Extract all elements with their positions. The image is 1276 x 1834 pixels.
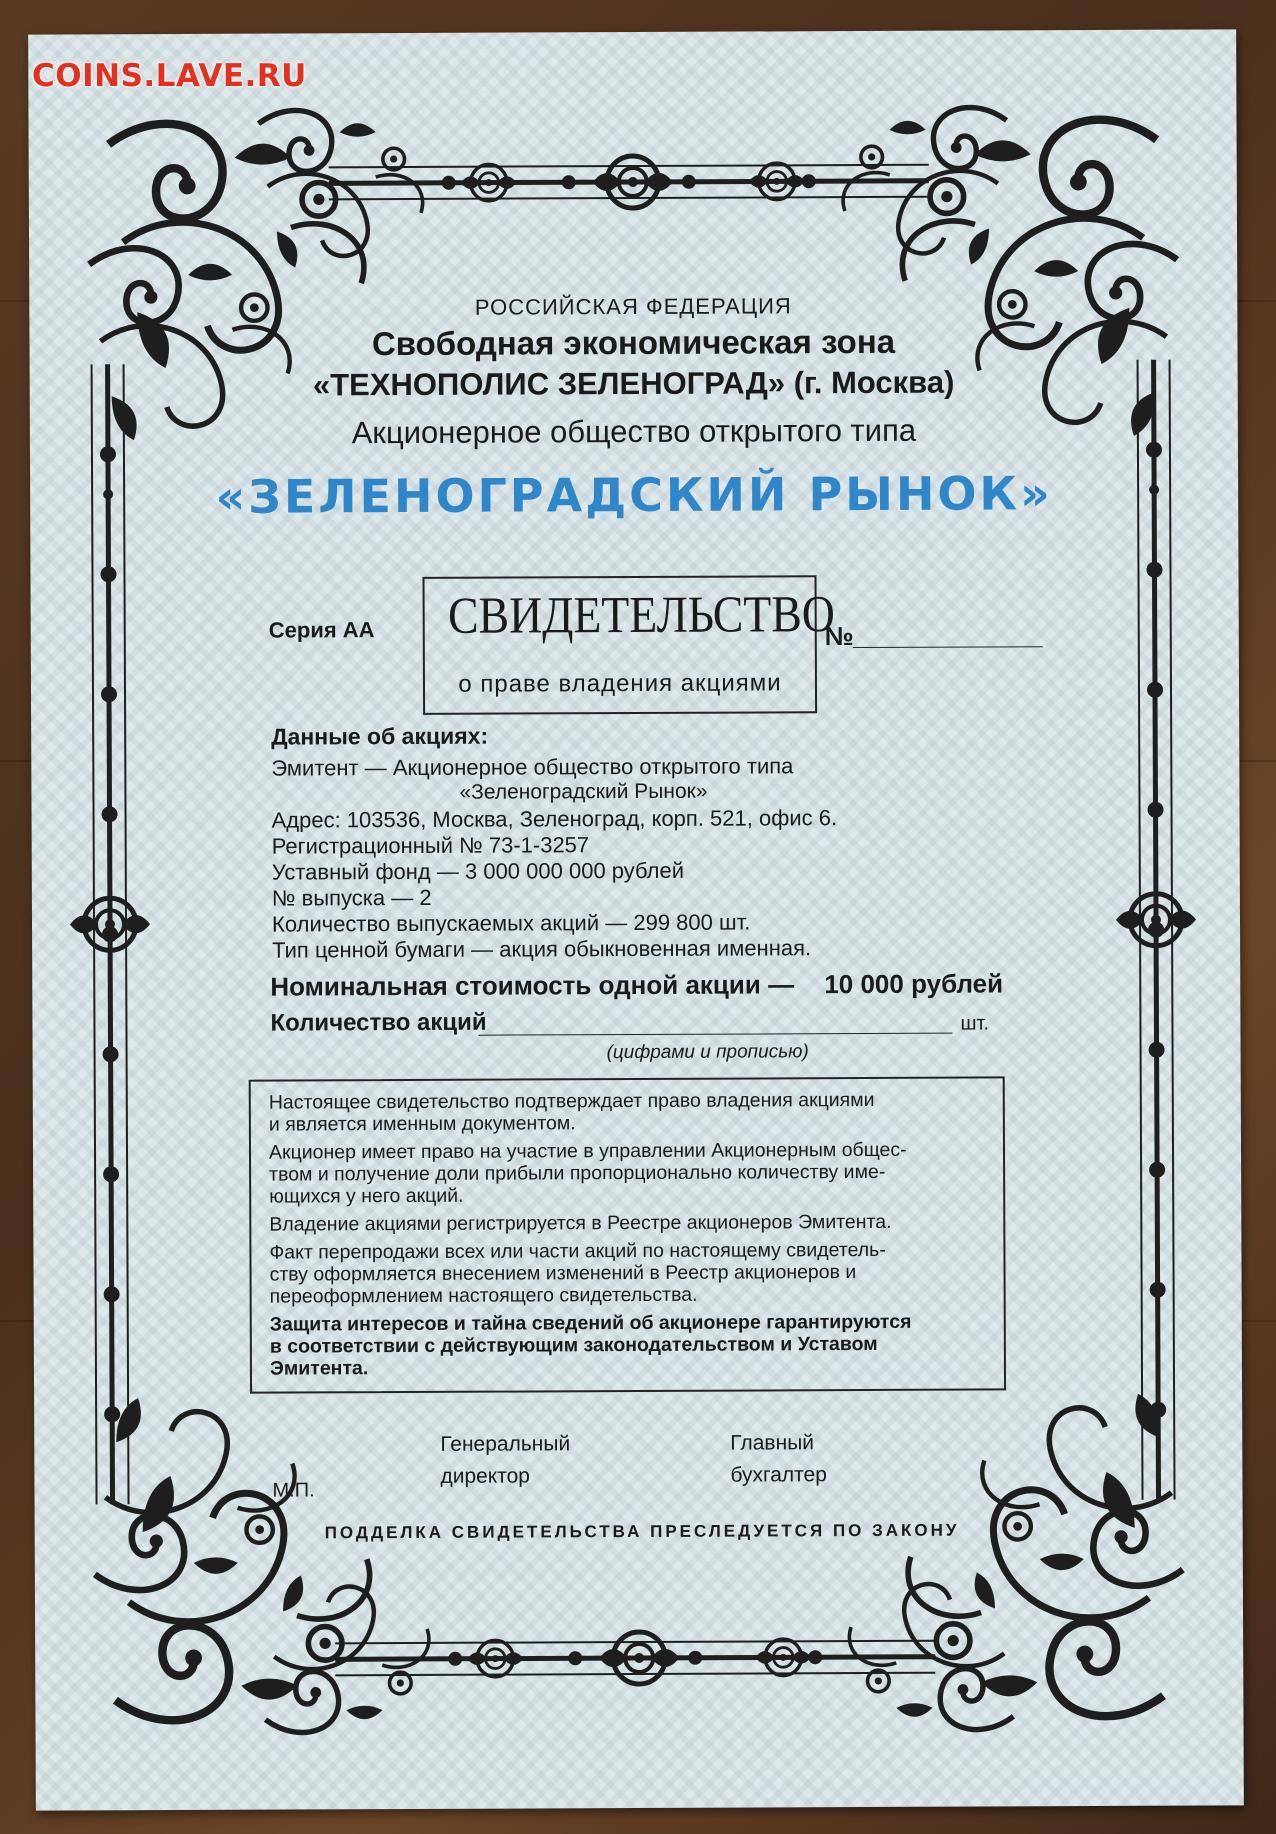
- issuer-name: «Зеленоградский Рынок»: [459, 779, 708, 804]
- country-title: РОССИЙСКАЯ ФЕДЕРАЦИЯ: [474, 293, 792, 320]
- notice-line: ющихся у него акций.: [269, 1184, 464, 1208]
- number-label: №: [824, 621, 854, 652]
- notice-line: ству оформляется внесением изменений в Реестр акционеров и: [269, 1261, 857, 1286]
- issue-number-line: № выпуска — 2: [271, 884, 432, 911]
- shares-heading: Данные об акциях:: [271, 722, 489, 750]
- director-label-2: директор: [440, 1464, 530, 1488]
- series-label: Серия АА: [268, 617, 375, 643]
- notice-guarantee-line: Защита интересов и тайна сведений об акционере гарантируются: [269, 1310, 912, 1336]
- seal-placeholder: М.П.: [272, 1479, 315, 1502]
- accountant-label-2: бухгалтер: [730, 1463, 827, 1487]
- share-count-unit: шт.: [960, 1012, 990, 1035]
- notice-line: переоформлением настоящего свидетельства.: [269, 1283, 698, 1308]
- share-count-label: Количество акций: [270, 1008, 487, 1037]
- rights-notice-box: [249, 1076, 1006, 1393]
- certificate-title: СВИДЕТЕЛЬСТВО: [447, 586, 835, 645]
- certificate-subtitle: о праве владения акциями: [458, 669, 782, 698]
- forgery-warning: ПОДДЕЛКА СВИДЕТЕЛЬСТВА ПРЕСЛЕДУЕТСЯ ПО ЗАКОНУ: [324, 1520, 960, 1543]
- registration-line: Регистрационный № 73-1-3257: [271, 832, 590, 859]
- nominal-label: Номинальная стоимость одной акции —: [270, 969, 795, 1002]
- share-count-hint: (цифрами и прописью): [606, 1041, 809, 1064]
- notice-line: Настоящее свидетельство подтверждает право владения акциями: [268, 1088, 875, 1114]
- site-watermark: COINS.LAVE.RU: [32, 58, 307, 94]
- issuer-line: Эмитент — Акционерное общество открытого типа: [271, 753, 794, 781]
- zone-name: «ТЕХНОПОЛИС ЗЕЛЕНОГРАД» (г. Москва): [312, 364, 955, 403]
- zone-title: Свободная экономическая зона: [371, 322, 896, 363]
- company-name: «ЗЕЛЕНОГРАДСКИЙ РЫНОК»: [215, 466, 1053, 524]
- notice-line: Акционер имеет право на участие в управлении Акционерным общес-: [268, 1138, 907, 1164]
- notice-guarantee-line: в соответствии с действующим законодательством и Уставом: [269, 1332, 878, 1358]
- notice-line: Факт перепродажи всех или части акций по настоящему свидетель-: [269, 1238, 886, 1264]
- director-label: Генеральный: [440, 1432, 571, 1456]
- issued-count-line: Количество выпускаемых акций — 299 800 шт.: [271, 909, 751, 937]
- security-type-line: Тип ценной бумаги — акция обыкновенная именная.: [272, 935, 812, 963]
- notice-line: Владение акциями регистрируется в Реестре акционеров Эмитента.: [269, 1210, 892, 1236]
- notice-line: твом и получение доли прибыли пропорционально количеству име-: [269, 1160, 886, 1186]
- share-certificate-sheet: [28, 29, 1244, 1810]
- address-line: Адрес: 103536, Москва, Зеленоград, корп. 521, офис 6.: [271, 805, 838, 833]
- notice-line: и является именным документом.: [268, 1112, 576, 1136]
- accountant-label: Главный: [730, 1431, 815, 1455]
- certificate-title-box: [423, 575, 835, 715]
- capital-line: Уставный фонд — 3 000 000 000 рублей: [271, 857, 685, 885]
- nominal-value: 10 000 рублей: [824, 968, 1004, 1000]
- notice-guarantee-line: Эмитента.: [269, 1357, 369, 1380]
- company-type: Акционерное общество открытого типа: [351, 412, 917, 451]
